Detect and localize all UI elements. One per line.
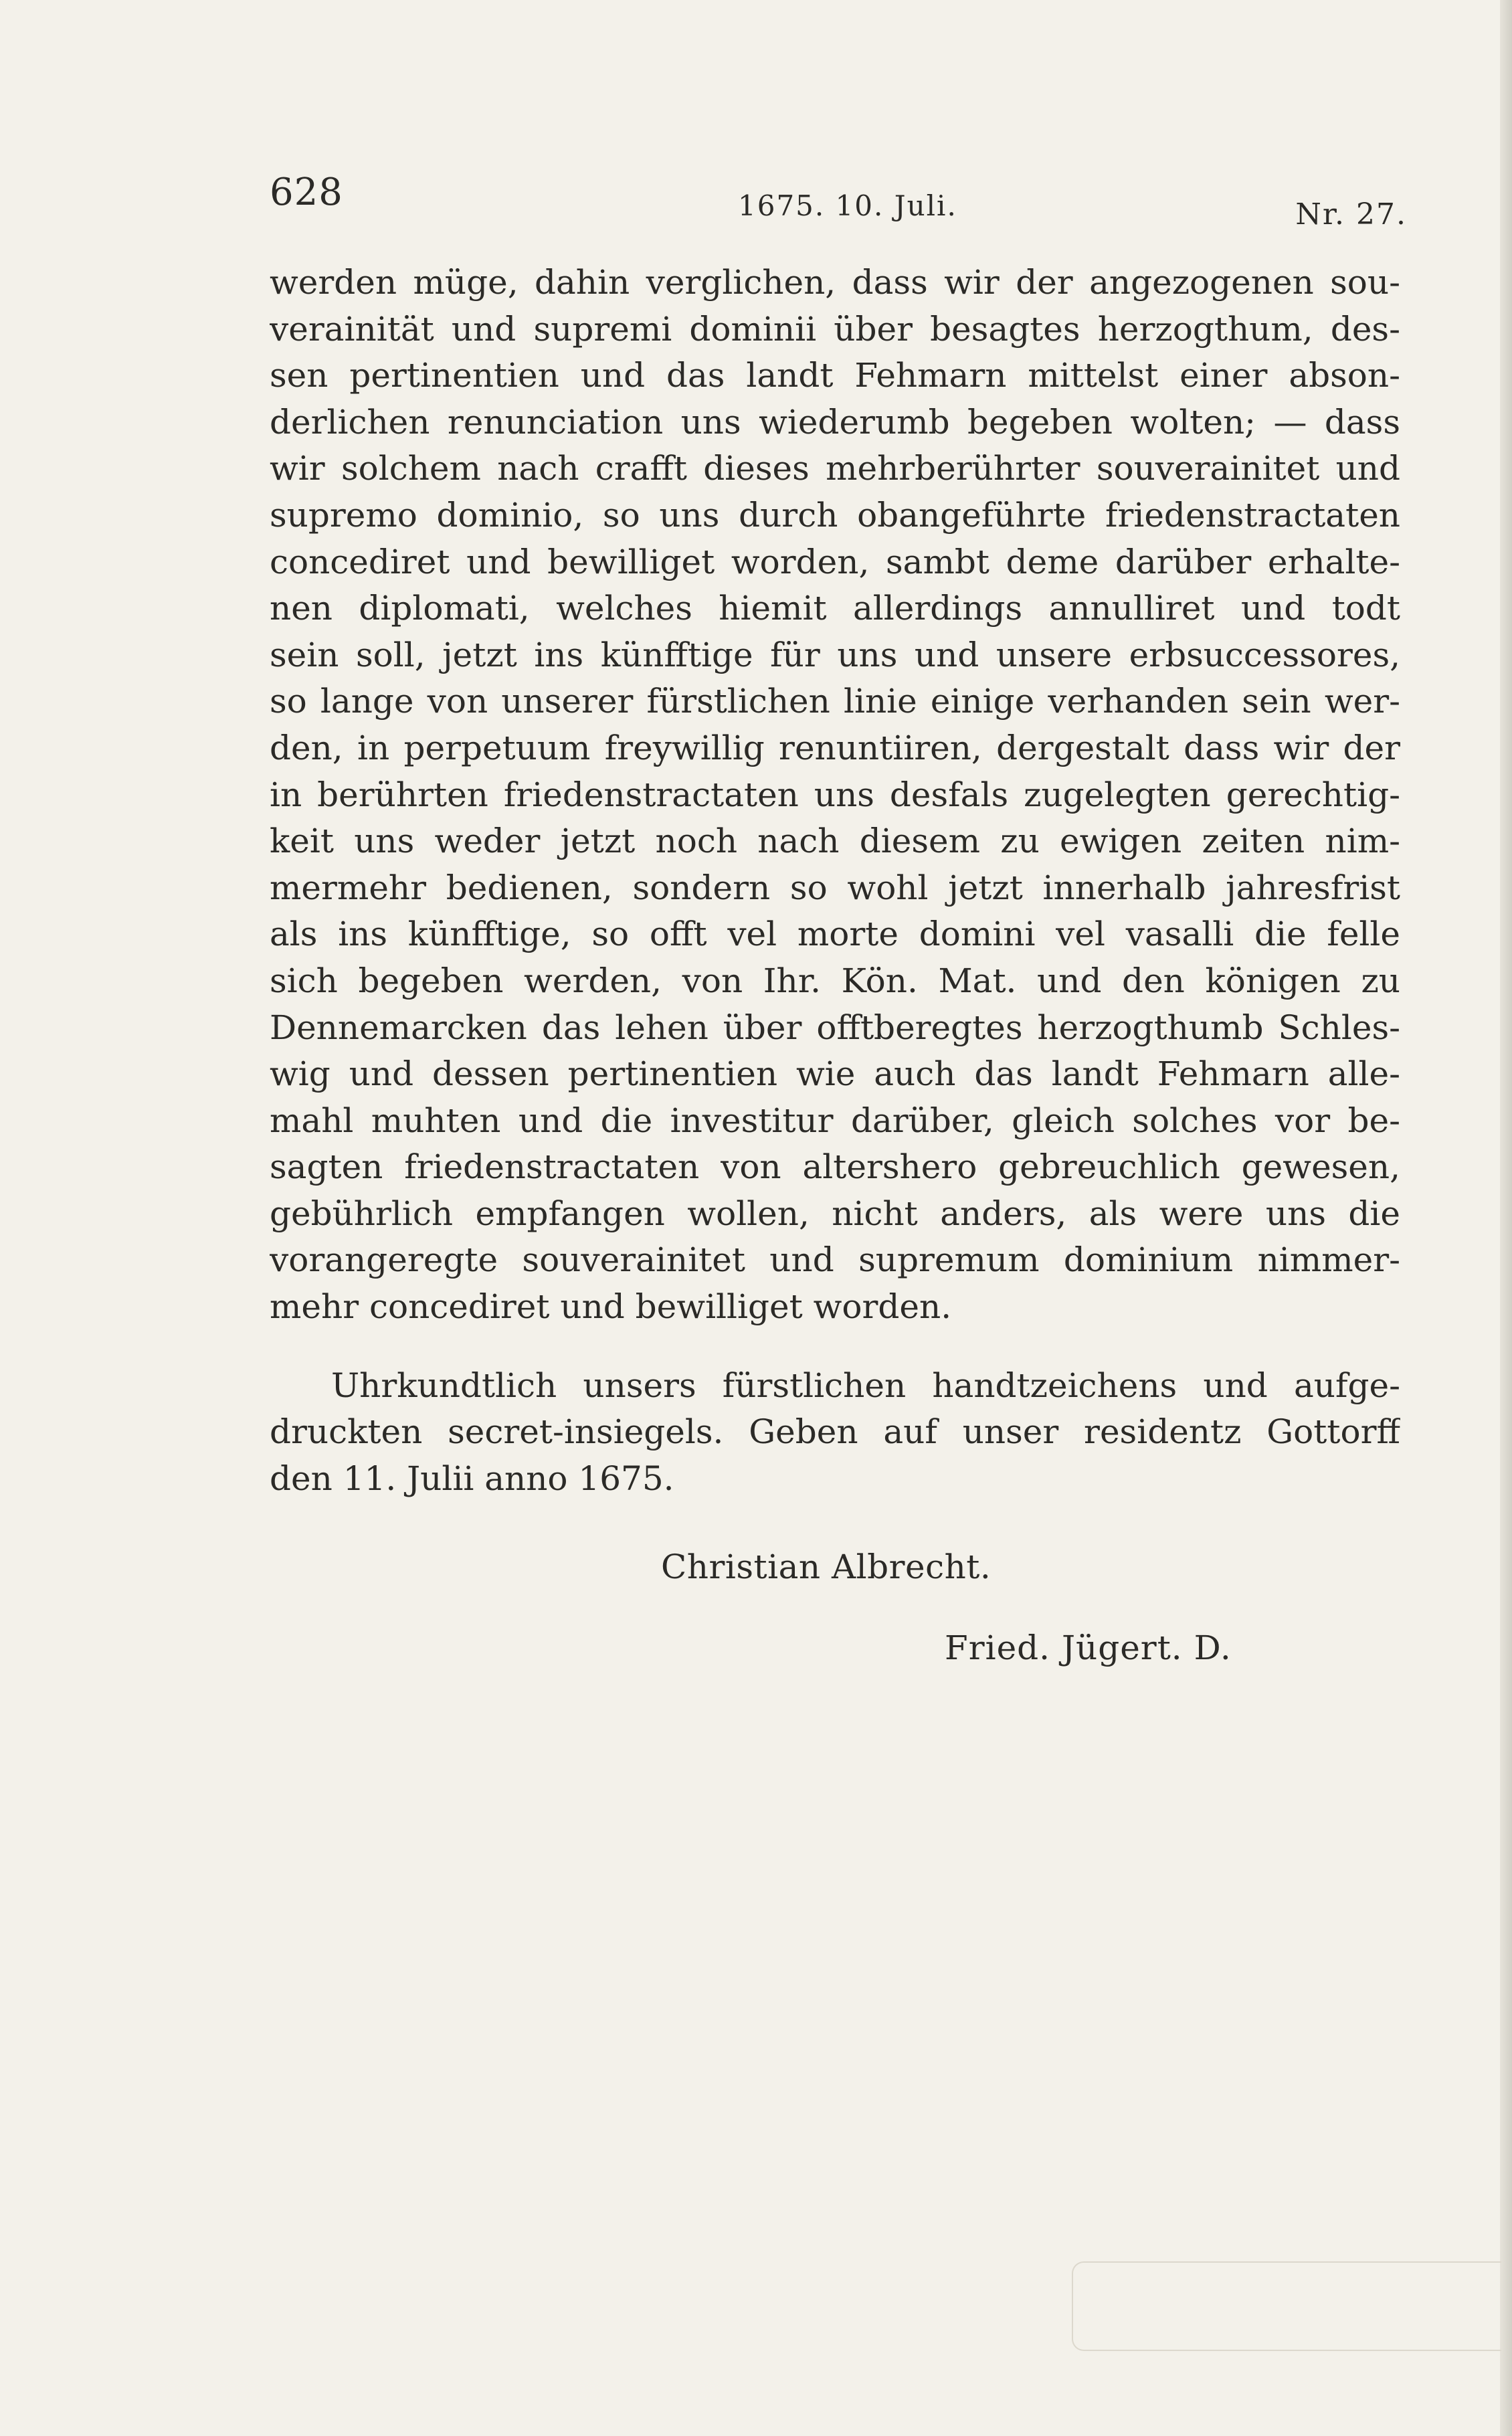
text-line: supremo dominio, so uns durch obangeführte friedenstractaten bbox=[270, 495, 1400, 535]
text-line: mermehr bedienen, sondern so wohl jetzt innerhalb jahresfrist bbox=[270, 868, 1400, 907]
library-stamp-outline bbox=[1072, 2261, 1501, 2351]
page-edge bbox=[1500, 0, 1512, 2436]
text-line: sein soll, jetzt ins künfftige für uns und unsere erbsuccessores, bbox=[270, 635, 1400, 674]
text-line: sagten friedenstractaten von altershero gebreuchlich gewesen, bbox=[270, 1147, 1400, 1187]
text-line: den, in perpetuum freywillig renuntiiren, dergestalt dass wir der bbox=[270, 728, 1400, 767]
date-heading: 1675. 10. Juli. bbox=[738, 189, 957, 222]
paragraph-1 bbox=[270, 260, 1400, 1331]
text-line: druckten secret-insiegels. Geben auf unser residentz Gottorff bbox=[270, 1412, 1400, 1452]
text-line: Dennemarcken das lehen über offtberegtes herzogthumb Schles- bbox=[270, 1008, 1400, 1047]
text-line: mahl muhten und die investitur darüber, gleich solches vor be- bbox=[270, 1101, 1400, 1140]
main-text bbox=[270, 260, 1400, 1502]
text-line: wir solchem nach crafft dieses mehrberührter souverainitet und bbox=[270, 449, 1400, 488]
text-line: gebührlich empfangen wollen, nicht anders, als were uns die bbox=[270, 1194, 1400, 1233]
text-line: als ins künfftige, so offt vel morte domini vel vasalli die felle bbox=[270, 915, 1400, 954]
text-line: keit uns weder jetzt noch nach diesem zu ewigen zeiten nim- bbox=[270, 822, 1400, 861]
text-line: verainität und supremi dominii über besagtes herzogthum, des- bbox=[270, 309, 1400, 349]
signature-countersigner: Fried. Jügert. D. bbox=[945, 1628, 1232, 1667]
text-line: nen diplomati, welches hiemit allerdings annulliret und todt bbox=[270, 589, 1400, 628]
document-number: Nr. 27. bbox=[1295, 197, 1407, 231]
text-line: in berührten friedenstractaten uns desfals zugelegten gerechtig- bbox=[270, 775, 1400, 814]
page-number: 628 bbox=[270, 171, 343, 214]
text-line: vorangeregte souverainitet und supremum dominium nimmer- bbox=[270, 1240, 1400, 1280]
text-line: derlichen renunciation uns wiederumb begeben wolten; — dass bbox=[270, 402, 1400, 442]
text-line: den 11. Julii anno 1675. bbox=[270, 1459, 674, 1498]
text-line: werden müge, dahin verglichen, dass wir der angezogenen sou- bbox=[270, 263, 1400, 302]
text-line: mehr concediret und bewilliget worden. bbox=[270, 1287, 952, 1327]
paragraph-2 bbox=[270, 1363, 1400, 1503]
text-line: wig und dessen pertinentien wie auch das landt Fehmarn alle- bbox=[270, 1054, 1400, 1094]
signature-signer: Christian Albrecht. bbox=[661, 1548, 991, 1586]
text-line: so lange von unserer fürstlichen linie einige verhanden sein wer- bbox=[270, 682, 1400, 721]
text-line: concediret und bewilliget worden, sambt deme darüber erhalte- bbox=[270, 542, 1400, 581]
text-line: sich begeben werden, von Ihr. Kön. Mat. und den königen zu bbox=[270, 961, 1400, 1000]
text-line: Uhrkundtlich unsers fürstlichen handtzeichens und aufge- bbox=[331, 1366, 1400, 1405]
text-line: sen pertinentien und das landt Fehmarn mittelst einer abson- bbox=[270, 356, 1400, 395]
page-header bbox=[270, 171, 1407, 231]
